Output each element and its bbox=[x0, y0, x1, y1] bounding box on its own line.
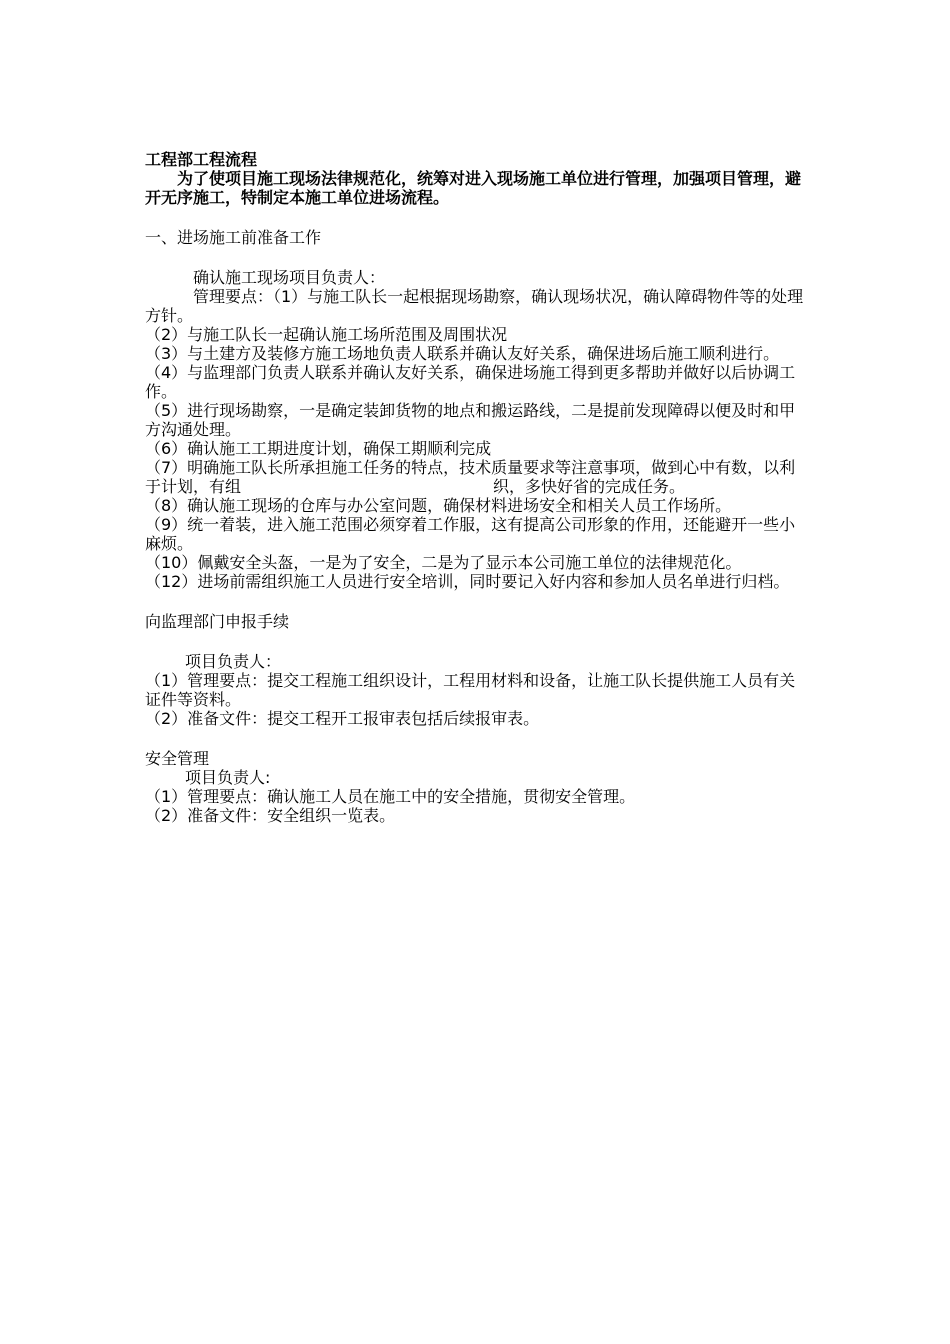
list-item: （5）进行现场勘察，一是确定装卸货物的地点和搬运路线，二是提前发现障碍以便及时和甲方沟通处理。 bbox=[145, 401, 796, 439]
subheading-project-lead: 确认施工现场项目负责人： bbox=[193, 268, 386, 287]
spacer bbox=[145, 247, 807, 268]
subheading-project-lead: 项目负责人: bbox=[185, 768, 271, 787]
list-item: （1）管理要点：提交工程施工组织设计，工程用材料和设备，让施工队长提供施工人员有关证件等资料。 bbox=[145, 671, 796, 709]
management-points-intro: 管理要点：（1）与施工队长一起根据现场勘察，确认现场状况，确认障碍物件等的处理方针。 bbox=[145, 287, 804, 325]
list-item: （8）确认施工现场的仓库与办公室问题，确保材料进场安全和相关人员工作场所。 bbox=[145, 496, 732, 515]
section-heading-supervision: 向监理部门申报手续 bbox=[145, 612, 290, 631]
list-item: （12）进场前需组织施工人员进行安全培训，同时要记入好内容和参加人员名单进行归档。 bbox=[145, 572, 790, 591]
list-item: （3）与土建方及装修方施工场地负责人联系并确认友好关系，确保进场后施工顺利进行。 bbox=[145, 344, 780, 363]
list-item: （2）准备文件：安全组织一览表。 bbox=[145, 806, 396, 825]
spacer bbox=[145, 207, 807, 228]
list-item-7 bbox=[145, 458, 807, 496]
list-item: （2）准备文件：提交工程开工报审表包括后续报审表。 bbox=[145, 709, 540, 728]
spacer bbox=[145, 631, 807, 652]
spacer bbox=[145, 728, 807, 749]
list-item-7-part2: 织，多快好省的完成任务。 bbox=[493, 477, 686, 496]
list-item: （4）与监理部门负责人联系并确认友好关系，确保进场施工得到更多帮助并做好以后协调工作。 bbox=[145, 363, 796, 401]
subheading-project-lead: 项目负责人： bbox=[185, 652, 282, 671]
spacer bbox=[145, 591, 807, 612]
list-item: （10）佩戴安全头盔，一是为了安全，二是为了显示本公司施工单位的法律规范化。 bbox=[145, 553, 742, 572]
list-item: （1）管理要点：确认施工人员在施工中的安全措施，贯彻安全管理。 bbox=[145, 787, 636, 806]
list-item: （2）与施工队长一起确认施工场所范围及周围状况 bbox=[145, 325, 508, 344]
list-item: （6）确认施工工期进度计划，确保工期顺利完成 bbox=[145, 439, 492, 458]
section-heading-preparation: 一、进场施工前准备工作 bbox=[145, 228, 322, 247]
list-item-7-part1: （7）明确施工队长所承担施工任务的特点，技术质量要求等注意事项，做到心中有数，以利于计划，有组 bbox=[145, 458, 796, 496]
list-item: （9）统一着装，进入施工范围必须穿着工作服，这有提高公司形象的作用，还能避开一些小麻烦。 bbox=[145, 515, 796, 553]
intro-paragraph: 为了使项目施工现场法律规范化，统筹对进入现场施工单位进行管理，加强项目管理，避开无序施工，特制定本施工单位进场流程。 bbox=[145, 169, 802, 207]
document-title: 工程部工程流程 bbox=[145, 150, 258, 169]
section-heading-safety: 安全管理 bbox=[145, 749, 210, 768]
document-page bbox=[145, 150, 807, 825]
